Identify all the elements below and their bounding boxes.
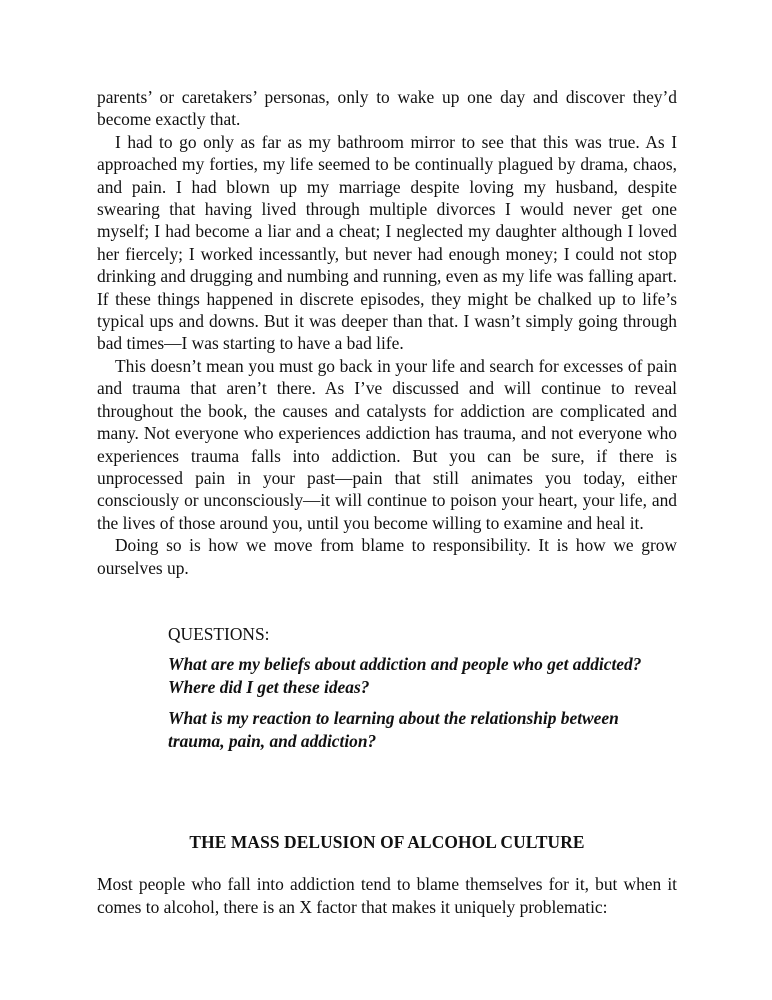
- body-paragraph-continued: parents’ or caretakers’ personas, only to wake up one day and discover they’d become exactly that.: [97, 87, 677, 130]
- body-paragraph-pain-and-trauma: This doesn’t mean you must go back in your life and search for excesses of pain and trauma that aren’t there. As I’ve discussed and will continue to reveal throughout the book, the causes and catalysts for addiction are complicated and many. Not everyone who experiences addiction has trauma, and not everyone who experiences trauma falls into addiction. But you can be sure, if there is unprocessed pain in your past—pain that still animates you today, either consciously or unconsciously—it will continue to poison your heart, your life, and the lives of those around you, until you become willing to examine and heal it.: [97, 355, 677, 533]
- book-page: [97, 86, 677, 918]
- section-heading: THE MASS DELUSION OF ALCOHOL CULTURE: [189, 831, 585, 852]
- section-paragraph: Most people who fall into addiction tend to blame themselves for it, but when it comes to alcohol, there is an X factor that makes it uniquely problematic:: [97, 874, 677, 917]
- question-item: What is my reaction to learning about the relationship between trauma, pain, and addiction?: [168, 708, 619, 751]
- body-paragraph-responsibility: Doing so is how we move from blame to responsibility. It is how we grow ourselves up.: [97, 535, 677, 578]
- question-item: What are my beliefs about addiction and people who get addicted? Where did I get these ideas?: [168, 654, 642, 697]
- questions-block: [168, 623, 677, 752]
- questions-heading: QUESTIONS:: [168, 623, 270, 644]
- body-paragraph-bathroom-mirror: I had to go only as far as my bathroom mirror to see that this was true. As I approached my forties, my life seemed to be continually plagued by drama, chaos, and pain. I had blown up my marriage despite loving my husband, despite swearing that having lived through multiple divorces I would never get one myself; I had become a liar and a cheat; I neglected my daughter although I loved her fiercely; I worked incessantly, but never had enough money; I could not stop drinking and drugging and numbing and running, even as my life was falling apart. If these things happened in discrete episodes, they might be chalked up to life’s typical ups and downs. But it was deeper than that. I wasn’t simply going through bad times—I was starting to have a bad life.: [97, 131, 677, 354]
